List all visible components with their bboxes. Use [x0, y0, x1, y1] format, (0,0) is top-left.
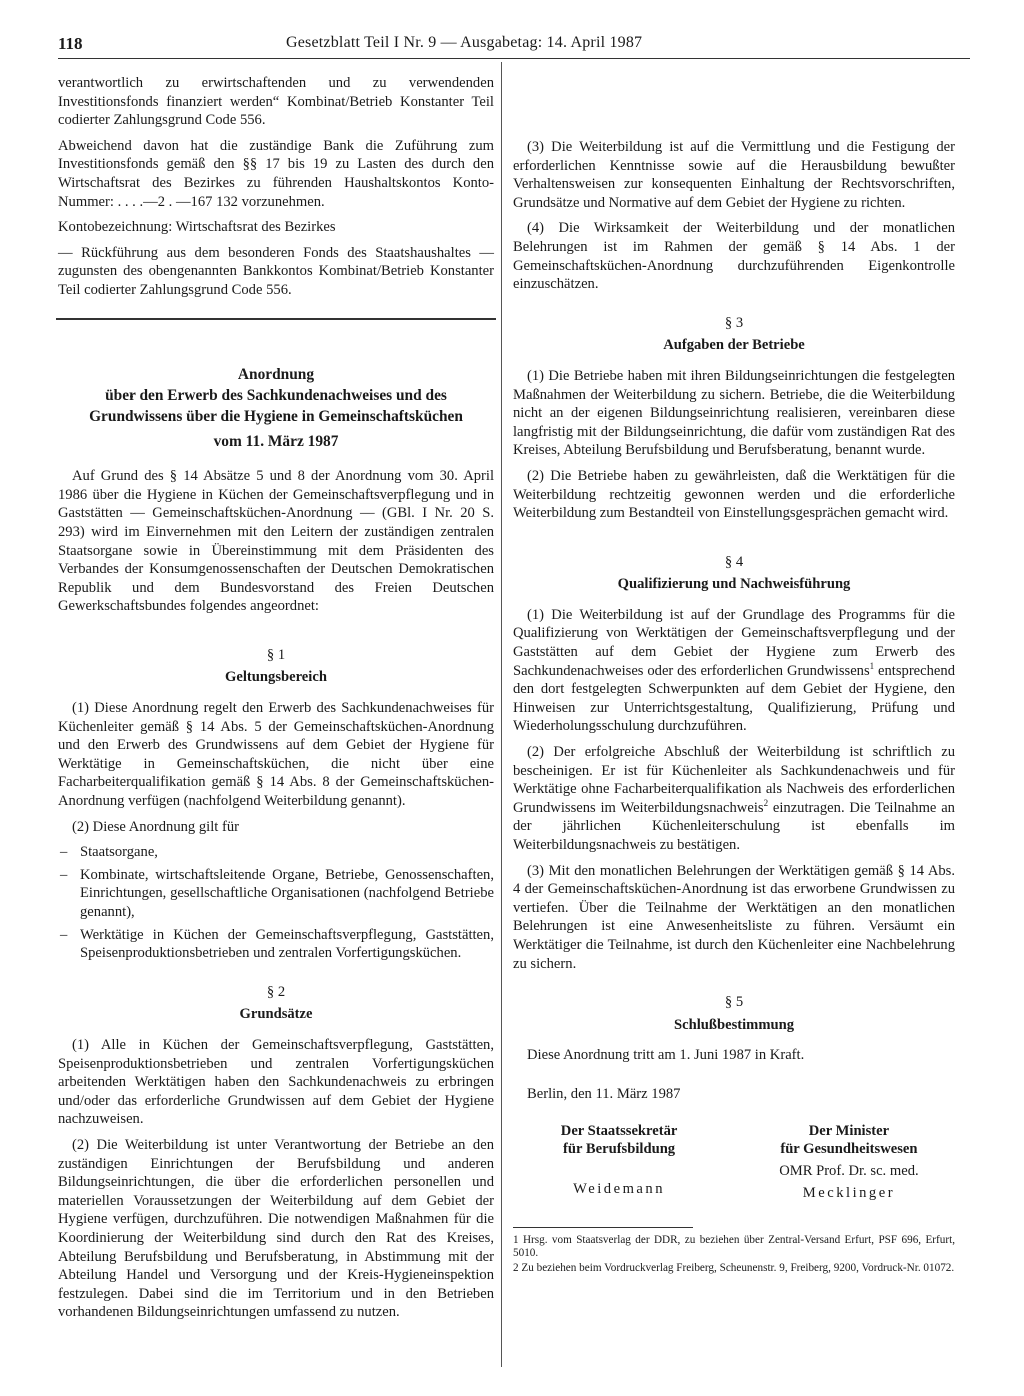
list-item: – Kombinate, wirtschaftsleitende Organe, Betriebe, Genossenschaften, Einrichtungen, gesellschaftliche Organisationen (nachfolgend Betriebe genannt), — [58, 866, 494, 922]
section-1-sign: § 1 — [266, 646, 286, 663]
signer-1-name: Weidemann — [573, 1180, 665, 1197]
signer-2-role-2: für Gesundheitswesen — [780, 1140, 918, 1157]
section-2-heading: Grundsätze — [239, 1006, 313, 1023]
section-5-sign: § 5 — [724, 994, 744, 1011]
scope-list — [58, 843, 494, 963]
section-4-para-2 — [513, 743, 955, 855]
left-column — [58, 74, 494, 1329]
footnote-2: 2 Zu beziehen beim Vordruckverlag Freiberg, Scheunenstr. 9, Freiberg, 9200, Vordruck-Nr. 01072. — [513, 1261, 955, 1274]
section-4-heading: Qualifizierung und Nachweisführung — [617, 576, 851, 593]
section-1-para-1: (1) Diese Anordnung regelt den Erwerb des Sachkundenachweises für Küchenleiter gemäß § 14 Abs. 5 der Gemeinschaftsküchen-Anordnung und den Erwerb des Grundwissens auf dem Gebiet der Hygiene für Werktätige in Gemeinschaftsküchen, die nicht über eine Facharbeiterqualifikation gemäß § 14 Abs. 8 der Gemeinschaftsküchen-Anordnung verfügen (nachfolgend Weiterbildung genannt). — [58, 700, 494, 810]
section-4-para-1-text: (1) Die Weiterbildung ist auf der Grundlage des Programms für die Qualifizierung von Werktätigen der Gemeinschaftsverpflegung und der Gaststätten auf dem Gebiet der Hygiene zum Erwerb des Sachkundenachweises oder des erforderlichen Grundwissens — [513, 606, 955, 679]
section-3-para-2: (2) Die Betriebe haben zu gewährleisten, daß die Werktätigen für die Weiterbildung rechtzeitig gewonnen werden und die erforderliche Weiterbildung zum Bestandteil von Einstellungsgesprächen gemacht wird. — [513, 467, 955, 522]
order-title-2: über den Erwerb des Sachkundenachweises und des — [105, 386, 447, 404]
order-date: vom 11. März 1987 — [213, 432, 339, 450]
bank-paragraph: Abweichend davon hat die zuständige Bank die Zuführung zum Investitionsfonds gemäß den §§ 17 bis 19 zu Lasten des durch den Wirtschaftsrat des Bezirkes zu führenden Haushaltskontos Konto-Nummer: . . . .—2 . —167 132 vorzunehmen. — [58, 137, 494, 210]
footnote-rule — [513, 1227, 693, 1228]
list-item: – Werktätige in Küchen der Gemeinschaftsverpflegung, Gaststätten, Speisenproduktionsbetrieben und zentralen Vorfertigungsküchen. — [58, 926, 494, 963]
signer-1-role-1: Der Staatssekretär — [560, 1122, 678, 1139]
right-column — [513, 74, 955, 1277]
signer-2-title: OMR Prof. Dr. sc. med. — [779, 1162, 919, 1179]
signer-2-name: Mecklinger — [802, 1185, 896, 1202]
section-5-para-1: Diese Anordnung tritt am 1. Juni 1987 in Kraft. — [527, 1047, 805, 1064]
footnote-ref-1: 1 — [869, 660, 875, 671]
preamble: Auf Grund des § 14 Absätze 5 und 8 der Anordnung vom 30. April 1986 über die Hygiene in Küchen der Gemeinschaftsverpflegung und in Gaststätten — Gemeinschaftsküchen-Anordnung — (GBl. I Nr. 20 S. 293) wird im Einvernehmen mit den Leitern der zuständigen zentralen Staatsorgane sowie in Übereinstimmung mit dem Präsidenten des Verbandes der Konsumgenossenschaften der Deutschen Demokratischen Republik und dem Bundesvorstand des Freien Deutschen Gewerkschaftsbundes folgendes angeordnet: — [58, 468, 494, 615]
order-title-3: Grundwissens über die Hygiene in Gemeinschaftsküchen — [89, 407, 463, 425]
continued-paragraph: verantwortlich zu erwirtschaftenden und zu verwendenden Investitionsfonds finanziert werden“ Kombinat/Betrieb Konstanter Teil codierter Zahlungsgrund Code 556. — [58, 75, 494, 129]
section-1-para-2: (2) Diese Anordnung gilt für — [72, 818, 239, 835]
section-2-sign: § 2 — [266, 983, 286, 1000]
section-4-sign: § 4 — [724, 553, 744, 570]
page-number: 118 — [58, 34, 83, 53]
order-title-1: Anordnung — [237, 365, 315, 383]
signatures — [513, 1122, 955, 1203]
section-2-para-1: (1) Alle in Küchen der Gemeinschaftsverpflegung, Gaststätten, Speisenproduktionsbetrieben und zentralen Vorfertigungsküchen arbeitenden Werktätigen haben den Sachkundenachweis zu erbringen und/oder das erforderliche Grundwissen auf dem Gebiet der Hygiene nachzuweisen. — [58, 1036, 494, 1128]
signer-2 — [743, 1122, 955, 1203]
signer-1-role-2: für Berufsbildung — [563, 1140, 676, 1157]
signer-1 — [513, 1122, 725, 1203]
footnote-ref-2: 2 — [763, 797, 769, 808]
section-4-para-1 — [513, 606, 955, 736]
place-date: Berlin, den 11. März 1987 — [527, 1085, 681, 1102]
section-4-para-2-text: (2) Der erfolgreiche Abschluß der Weiterbildung ist schriftlich zu bescheinigen. Er ist für Küchenleiter als Sachkundenachweis und für Werktätige ohne Facharbeiterqualifikation als Nachweis des erforderlichen Grundwissens im Weiterbildungsnachweis — [513, 744, 955, 816]
page-header — [58, 34, 978, 64]
section-4-para-1-rest: entsprechend den dort festgelegten Schwerpunkten auf dem Gebiet der Hygiene, den Hinweisen zur Unterrichtsgestaltung, Qualifizierung, Prüfung und Wiederholungsschulung durchzuführen. — [513, 662, 956, 735]
section-1-heading: Geltungsbereich — [225, 669, 327, 686]
section-rule — [56, 318, 496, 320]
section-2-para-2: (2) Die Weiterbildung ist unter Verantwortung der Betriebe an den zuständigen Einrichtungen der Berufsbildung und anderen Bildungseinrichtungen, die über die erforderlichen personellen und materiellen Voraussetzungen der Weiterbildung auf dem Gebiet der Hygiene verfügen, durchzuführen. Die notwendigen Maßnahmen für die Koordinierung der Weiterbildung sind durch den Rat des Kreises, Abteilung Berufsbildung und Berufsberatung, in Abstimmung mit der Abteilung Handel und Versorgung und der Kreis-Hygieneinspektion festzulegen. Dabei sind die im Territorium und in den Betrieben vorhandenen Bildungseinrichtungen umfassend zu nutzen. — [58, 1136, 494, 1321]
section-4-para-2-rest: einzutragen. Die Teilnahme an der jährlichen Küchenleiterschulung ist ebenfalls im Weiterbildungsnachweis zu bestätigen. — [513, 799, 955, 853]
return-paragraph: — Rückführung aus dem besonderen Fonds des Staatshaushaltes — zugunsten des obengenannten Bankkontos Kombinat/Betrieb Konstanter Teil codierter Zahlungsgrund Code 556. — [58, 244, 494, 298]
section-2-para-4: (4) Die Wirksamkeit der Weiterbildung und der monatlichen Belehrungen ist im Rahmen der gemäß § 14 Abs. 1 der Gemeinschaftsküchen-Anordnung durchzuführenden Eigenkontrolle einzuschätzen. — [513, 220, 955, 293]
section-3-para-1: (1) Die Betriebe haben mit ihren Bildungseinrichtungen die festgelegten Maßnahmen der Weiterbildung zu sichern. Betriebe, die die Weiterbildung nicht an der eigenen Bildungseinrichtung realisieren, vereinbaren diese langfristig mit der Bildungseinrichtung, die dafür vom zuständigen Rat des Kreises, Abteilung Berufsbildung und Berufsberatung, benannt wurde. — [513, 367, 955, 459]
header-rule — [58, 58, 970, 59]
section-5-heading: Schlußbestimmung — [673, 1016, 795, 1033]
column-separator — [501, 62, 502, 1367]
footnote-1: 1 Hrsg. vom Staatsverlag der DDR, zu beziehen über Zentral-Versand Erfurt, PSF 696, Erfurt, 5010. — [513, 1233, 955, 1259]
section-4-para-3: (3) Mit den monatlichen Belehrungen der Werktätigen gemäß § 14 Abs. 4 der Gemeinschaftsküchen-Anordnung ist das erworbene Grundwissen zu vertiefen. Über die Teilnahme der Werktätigen an den monatlichen Belehrungen ist eine Anwesenheitsliste zu führen. Versäumt ein Werktätiger die Teilnahme, ist durch den Küchenleiter eine Nachbelehrung zu sichern. — [513, 862, 955, 972]
running-title: Gesetzblatt Teil I Nr. 9 — Ausgabetag: 14. April 1987 — [286, 34, 643, 51]
section-3-heading: Aufgaben der Betriebe — [663, 337, 805, 354]
section-2-para-3: (3) Die Weiterbildung ist auf die Vermittlung und die Festigung der erforderlichen Kenntnisse sowie auf die Herausbildung bewußter Verhaltensweisen zur konsequenten Einhaltung der Rechtsvorschriften, Grundsätze und Normative auf dem Gebiet der Hygiene zu richten. — [513, 139, 955, 211]
signer-2-role-1: Der Minister — [808, 1122, 890, 1139]
section-3-sign: § 3 — [724, 314, 744, 331]
account-name: Kontobezeichnung: Wirtschaftsrat des Bezirkes — [58, 219, 336, 236]
list-item: – Staatsorgane, — [58, 843, 494, 862]
